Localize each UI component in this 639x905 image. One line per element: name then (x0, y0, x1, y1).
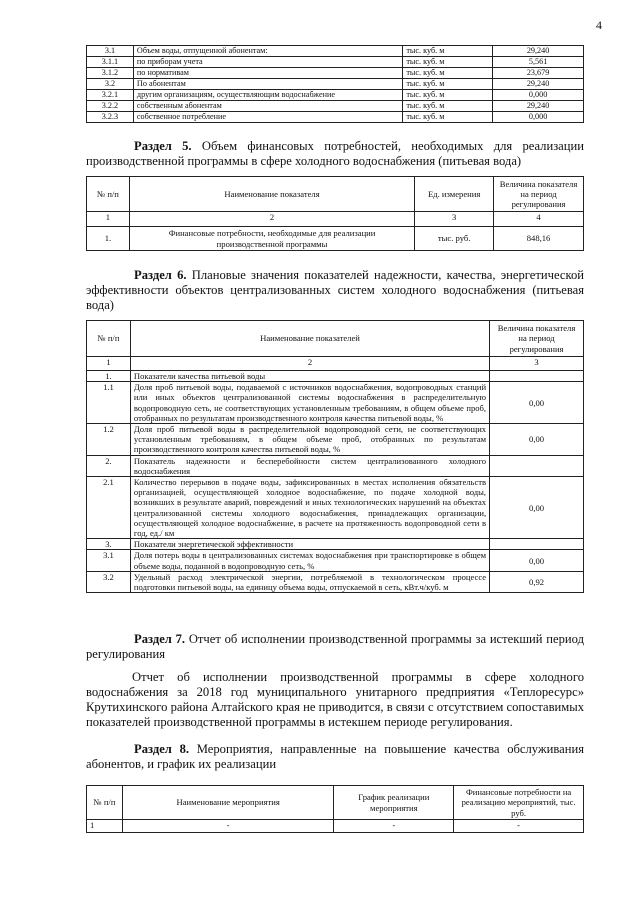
volumes-cell-unit: тыс. куб. м (403, 90, 493, 101)
indicators-cell-name: Удельный расход электрической энергии, потребляемой в технологическом процессе подготовки питьевой воды, на единицу объема воды, отпускаемой в сеть, кВт.ч/куб. м (130, 571, 489, 592)
section6-heading (86, 268, 584, 313)
volumes-row (87, 90, 584, 101)
section5-label: Раздел 5. (134, 139, 192, 153)
volumes-cell-value: 29,240 (493, 79, 584, 90)
measures-row-schedule: - (334, 820, 454, 833)
volumes-cell-num: 3.2.3 (87, 112, 134, 123)
measures-header-num: № п/п (87, 786, 123, 820)
finance-header-num: № п/п (87, 177, 130, 212)
volumes-row (87, 57, 584, 68)
measures-header-schedule: График реализации мероприятия (334, 786, 454, 820)
finance-header-unit: Ед. измерения (415, 177, 494, 212)
measures-row-finance: - (454, 820, 584, 833)
volumes-cell-name: Объем воды, отпущенной абонентам: (133, 46, 402, 57)
volumes-cell-value: 29,240 (493, 101, 584, 112)
finance-index-1: 1 (87, 212, 130, 227)
finance-header-value: Величина показателя на период регулирования (494, 177, 584, 212)
volumes-cell-value: 29,240 (493, 46, 584, 57)
volumes-cell-unit: тыс. куб. м (403, 57, 493, 68)
indicators-cell-name: Доля проб питьевой воды в распределительной водопроводной сети, не соответствующих установленным требованиям, в общем объеме проб, отобранных по результатам производственного контроля качества питьевой воды, % (130, 424, 489, 456)
volumes-row (87, 46, 584, 57)
section8-title: Мероприятия, направленные на повышение качества обслуживания абонентов, и график их реализации (86, 742, 584, 771)
measures-header-finance: Финансовые потребности на реализацию мероприятий, тыс. руб. (454, 786, 584, 820)
indicators-row (87, 571, 584, 592)
indicators-cell-value: 0,92 (490, 571, 584, 592)
indicators-cell-value (490, 539, 584, 550)
volumes-cell-num: 3.2.2 (87, 101, 134, 112)
measures-header-name: Наименование мероприятия (122, 786, 334, 820)
indicators-cell-num: 1.2 (87, 424, 131, 456)
measures-row-num: 1 (87, 820, 123, 833)
indicators-row (87, 424, 584, 456)
indicators-cell-value: 0,00 (490, 550, 584, 571)
indicators-cell-num: 3.2 (87, 571, 131, 592)
volumes-table (86, 45, 584, 123)
indicators-index-1: 1 (87, 357, 131, 371)
indicators-cell-name: Доля проб питьевой воды, подаваемой с источников водоснабжения, водопроводных станций или иных объектов централизованной системы водоснабжения в распределительную водопроводную сеть, не соответствующих установленным требованиям, в общем объеме проб, отобранных по результатам производственного контроля качества питьевой воды, % (130, 382, 489, 424)
finance-row-num: 1. (87, 227, 130, 251)
volumes-cell-num: 3.1.1 (87, 57, 134, 68)
volumes-cell-unit: тыс. куб. м (403, 79, 493, 90)
indicators-row (87, 539, 584, 550)
section6-title: Плановые значения показателей надежности, качества, энергетической эффективности объектов централизованных систем холодного водоснабжения (питьевая вода) (86, 268, 584, 312)
finance-row-value: 848,16 (494, 227, 584, 251)
indicators-cell-name: Доля потерь воды в централизованных системах водоснабжения при транспортировке в общем объеме воды, поданной в водопроводную сеть, % (130, 550, 489, 571)
indicators-cell-value (490, 371, 584, 382)
finance-header-name: Наименование показателя (129, 177, 414, 212)
volumes-cell-num: 3.1.2 (87, 68, 134, 79)
volumes-cell-name: собственное потребление (133, 112, 402, 123)
indicators-row (87, 477, 584, 539)
volumes-cell-unit: тыс. куб. м (403, 112, 493, 123)
indicators-cell-value (490, 455, 584, 476)
volumes-cell-num: 3.2.1 (87, 90, 134, 101)
indicators-cell-name: Количество перерывов в подаче воды, зафиксированных в местах исполнения обязательств организацией, осуществляющей холодное водоснабжение, по подаче холодной воды, возникших в результате аварий, повреждений и иных технологических нарушений на объектах централизованной системы холодного водоснабжения, принадлежащих организации, осуществляющей холодное водоснабжение, в расчете на протяженность водопроводной сети в год, ед./ км (130, 477, 489, 539)
indicators-cell-value: 0,00 (490, 477, 584, 539)
volumes-cell-unit: тыс. куб. м (403, 68, 493, 79)
indicators-cell-value: 0,00 (490, 382, 584, 424)
indicators-header-name: Наименование показателей (130, 321, 489, 357)
indicators-row (87, 382, 584, 424)
indicators-index-3: 3 (490, 357, 584, 371)
volumes-cell-name: По абонентам (133, 79, 402, 90)
volumes-row (87, 112, 584, 123)
indicators-cell-name: Показатели качества питьевой воды (130, 371, 489, 382)
finance-row-name: Финансовые потребности, необходимые для реализации производственной программы (129, 227, 414, 251)
volumes-row (87, 79, 584, 90)
page-number: 4 (596, 18, 602, 32)
volumes-cell-name: собственным абонентам (133, 101, 402, 112)
section5-heading (86, 139, 584, 169)
volumes-cell-name: другим организациям, осуществляющим водоснабжение (133, 90, 402, 101)
section5-title: Объем финансовых потребностей, необходимых для реализации производственной программы в сфере холодного водоснабжения (питьевая вода) (86, 139, 584, 168)
indicators-index-2: 2 (130, 357, 489, 371)
indicators-cell-name: Показатели энергетической эффективности (130, 539, 489, 550)
indicators-row (87, 371, 584, 382)
indicators-cell-num: 2. (87, 455, 131, 476)
indicators-header-num: № п/п (87, 321, 131, 357)
volumes-cell-num: 3.2 (87, 79, 134, 90)
finance-index-3: 3 (415, 212, 494, 227)
section7-paragraph: Отчет об исполнении производственной программы в сфере холодного водоснабжения за 2018 год муниципального унитарного предприятия «Теплоресурс» Крутихинского района Алтайского края не приводится, в связи с отсутствием сопоставимых показателей производственной программы в истекшем периоде регулирования. (86, 670, 584, 729)
finance-table (86, 176, 584, 251)
measures-table (86, 785, 584, 833)
indicators-cell-num: 2.1 (87, 477, 131, 539)
indicators-cell-num: 3.1 (87, 550, 131, 571)
section7-heading (86, 632, 584, 662)
volumes-cell-name: по приборам учета (133, 57, 402, 68)
indicators-row (87, 550, 584, 571)
finance-index-2: 2 (129, 212, 414, 227)
volumes-cell-unit: тыс. куб. м (403, 46, 493, 57)
volumes-cell-value: 23,679 (493, 68, 584, 79)
volumes-cell-value: 0,000 (493, 90, 584, 101)
indicators-header-value: Величина показателя на период регулирования (490, 321, 584, 357)
indicators-row (87, 455, 584, 476)
volumes-cell-unit: тыс. куб. м (403, 101, 493, 112)
section7-label: Раздел 7. (134, 632, 186, 646)
measures-row-name: - (122, 820, 334, 833)
indicators-table (86, 320, 584, 593)
indicators-cell-num: 1.1 (87, 382, 131, 424)
section7-title: Отчет об исполнении производственной программы за истекший период регулирования (86, 632, 584, 661)
volumes-row (87, 101, 584, 112)
volumes-row (87, 68, 584, 79)
section6-label: Раздел 6. (134, 268, 187, 282)
indicators-cell-name: Показатель надежности и бесперебойности систем централизованного холодного водоснабжения (130, 455, 489, 476)
volumes-cell-value: 5,561 (493, 57, 584, 68)
volumes-cell-num: 3.1 (87, 46, 134, 57)
volumes-cell-name: по нормативам (133, 68, 402, 79)
volumes-cell-value: 0,000 (493, 112, 584, 123)
indicators-cell-value: 0,00 (490, 424, 584, 456)
indicators-cell-num: 3. (87, 539, 131, 550)
section8-heading (86, 742, 584, 772)
finance-row-unit: тыс. руб. (415, 227, 494, 251)
indicators-cell-num: 1. (87, 371, 131, 382)
finance-index-4: 4 (494, 212, 584, 227)
section8-label: Раздел 8. (134, 742, 190, 756)
